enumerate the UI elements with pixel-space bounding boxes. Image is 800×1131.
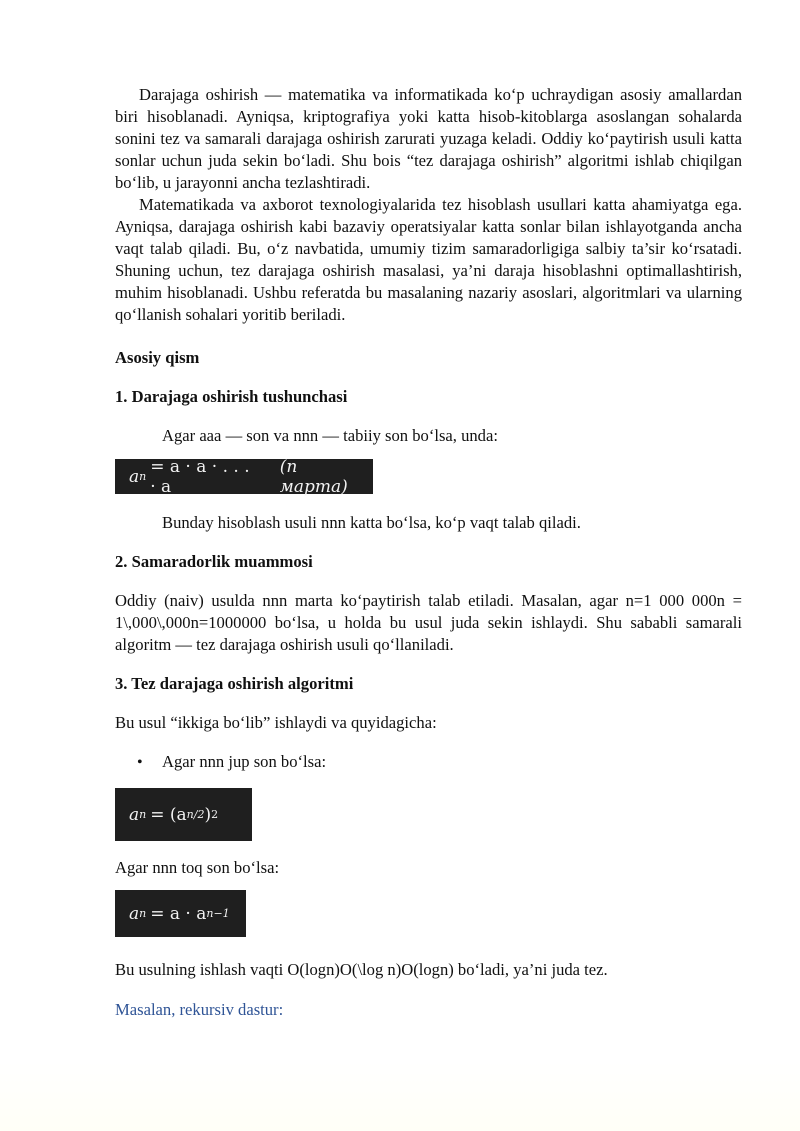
formula-exponent: n: [139, 907, 147, 920]
section-2-text: Oddiy (naiv) usulda nnn marta ko‘paytirish talab etiladi. Masalan, agar n=1 000 000n = 1\,000\,000n=1000000 bo‘lsa, u holda bu usul juda sekin ishlaydi. Shu sababli samarali algoritm — tez darajaga oshirish usuli qo‘llaniladi.: [115, 591, 742, 654]
intro-paragraph-2: Matematikada va axborot texnologiyalarida tez hisoblash usullari katta ahamiyatga ega. Ayniqsa, darajaga oshirish kabi bazaviy operatsiyalar katta sonlar bilan ishlayotganda ancha vaqt talab qiladi. Bu, o‘z navbatida, umumiy tizim samaradorligiga salbiy ta’sir ko‘rsatadi. Shuning uchun, tez darajaga oshirish masalasi, ya’ni daraja hisoblashni optimallashtirish, muhim hisoblanadi. Ushbu referatda bu masalaning nazariy asoslari, algoritmlari va ularning qo‘llanish sohalari yoritib beriladi.: [115, 195, 742, 324]
section-3-text: Bu usul “ikkiga bo‘lib” ishlaydi va quyidagicha:: [115, 713, 437, 732]
odd-power-formula: [115, 890, 246, 937]
formula-lhs: a: [129, 804, 140, 825]
formula-rhs: = a · a: [150, 903, 207, 924]
even-power-formula: [115, 788, 252, 841]
section-1-text: Agar aaa — son va nnn — tabiiy son bo‘lsa, unda:: [162, 426, 498, 445]
bottom-fade: [0, 1061, 800, 1131]
list-item: [115, 751, 742, 774]
even-case-label: Agar nnn jup son bo‘lsa:: [162, 752, 327, 771]
odd-case-label: Agar nnn toq son bo‘lsa:: [115, 858, 280, 877]
power-definition-formula: [115, 456, 373, 497]
formula-note: (n марта): [279, 456, 348, 497]
formula-rhs-exponent: n−1: [206, 907, 230, 920]
main-heading: Asosiy qism: [115, 348, 200, 367]
formula-rhs-close: ): [204, 804, 212, 825]
section-1-note: Bunday hisoblash usuli nnn katta bo‘lsa, ko‘p vaqt talab qiladi.: [162, 513, 581, 532]
section-3-heading: 3. Tez darajaga oshirish algoritmi: [115, 674, 354, 693]
formula-rhs: = a · a · . . . · a: [150, 456, 250, 497]
section-1-heading: 1. Darajaga oshirish tushunchasi: [115, 387, 348, 406]
formula-lhs: a: [129, 466, 140, 487]
intro-paragraph-1: Darajaga oshirish — matematika va informatikada ko‘p uchraydigan asosiy amallardan biri hisoblanadi. Ayniqsa, kriptografiya yoki katta hisob-kitoblarga asoslangan sohalarda sonini tez va samarali darajaga oshirish zarurati yuzaga keladi. Oddiy ko‘paytirish usuli katta sonlar uchun juda sekin bo‘ladi. Shu bois “tez darajaga oshirish” algoritmi ishlab chiqilgan bo‘lib, u jarayonni ancha tezlashtiradi.: [115, 85, 742, 192]
formula-inner-exponent: n/2: [186, 808, 205, 821]
example-heading: Masalan, rekursiv dastur:: [115, 1000, 284, 1019]
complexity-text: Bu usulning ishlash vaqti O(logn)O(\log n)O(logn) bo‘ladi, ya’ni juda tez.: [115, 960, 608, 979]
formula-exponent: n: [139, 808, 147, 821]
section-2-heading: 2. Samaradorlik muammosi: [115, 552, 313, 571]
formula-lhs: a: [129, 903, 140, 924]
bullet-icon: •: [137, 754, 143, 771]
formula-outer-exponent: 2: [211, 808, 219, 821]
formula-exponent: n: [139, 470, 147, 483]
formula-rhs-open: = (a: [150, 804, 187, 825]
